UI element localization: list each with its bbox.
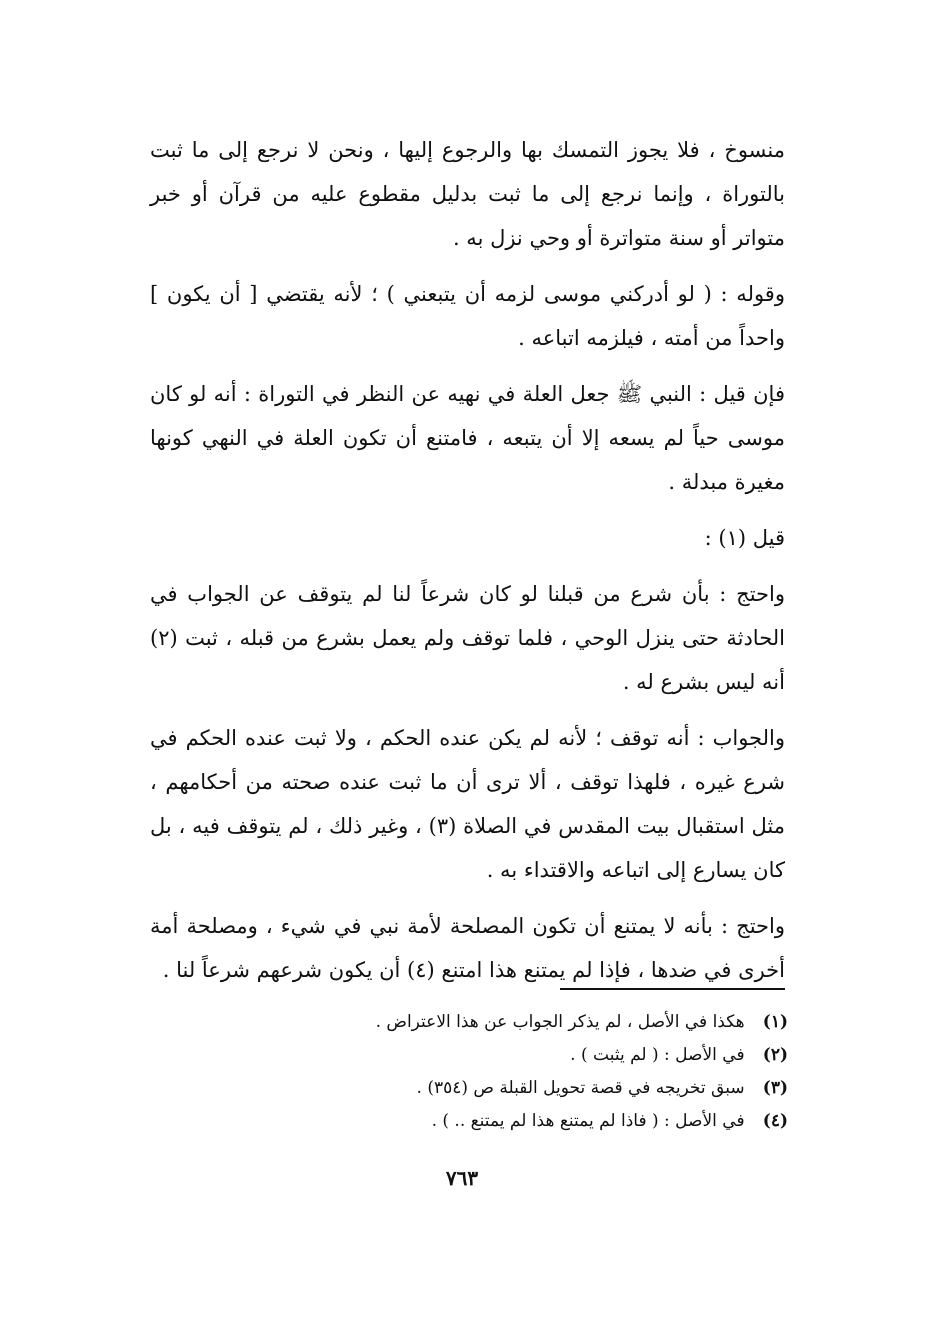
- paragraph-2: وقوله : ( لو أدركني موسى لزمه أن يتبعني ) ؛ لأنه يقتضي [ أن يكون ] واحداً من أمته ، فيلزمه اتباعه .: [150, 282, 785, 350]
- footnote-text: سبق تخريجه في قصة تحويل القبلة ص (٣٥٤) .: [416, 1078, 745, 1098]
- footnote-text: في الأصل : ( فاذا لم يمتنع هذا لم يمتنع .. ) .: [431, 1111, 745, 1131]
- footnote-divider: [560, 988, 785, 990]
- footnote-number: (١): [762, 1012, 788, 1032]
- footnote-4: [250, 1105, 788, 1138]
- footnote-text: في الأصل : ( لم يثبت ) .: [570, 1045, 745, 1065]
- paragraph-7: واحتج : بأنه لا يمتنع أن تكون المصلحة لأمة نبي في شيء ، ومصلحة أمة أخرى في ضدها ، فإذا لم يمتنع هذا امتنع (٤) أن يكون شرعهم شرعاً لنا .: [150, 914, 785, 982]
- footnote-number: (٤): [762, 1111, 788, 1131]
- paragraph-1: منسوخ ، فلا يجوز التمسك بها والرجوع إليها ، ونحن لا نرجع إلى ما ثبت بالتوراة ، وإنما نرجع إلى ما ثبت بدليل مقطوع عليه من قرآن أو خبر متواتر أو سنة متواترة أو وحي نزل به .: [150, 138, 785, 250]
- footnote-number: (٣): [762, 1078, 788, 1098]
- footnote-3: [250, 1072, 788, 1105]
- footnote-1: [250, 1006, 788, 1039]
- paragraph-3: فإن قيل : النبي ﷺ جعل العلة في نهيه عن النظر في التوراة : أنه لو كان موسى حياً لم يسعه إلا أن يتبعه ، فامتنع أن تكون العلة في النهي كونها مغيرة مبدلة .: [150, 382, 785, 494]
- footnote-text: هكذا في الأصل ، لم يذكر الجواب عن هذا الاعتراض .: [375, 1012, 745, 1032]
- paragraph-4: قيل (١) :: [704, 526, 785, 550]
- footnote-2: [250, 1039, 788, 1072]
- paragraph-5: واحتج : بأن شرع من قبلنا لو كان شرعاً لنا لم يتوقف عن الجواب في الحادثة حتى ينزل الوحي ، فلما توقف ولم يعمل بشرع من قبله ، ثبت (٢) أنه ليس بشرع له .: [150, 582, 785, 694]
- footnotes-list: [250, 1006, 788, 1138]
- page-number: ٧٦٣: [445, 1166, 479, 1190]
- paragraph-6: والجواب : أنه توقف ؛ لأنه لم يكن عنده الحكم ، ولا ثبت عنده الحكم في شرع غيره ، فلهذا توقف ، ألا ترى أن ما ثبت عنده صحته من أحكامهم ، مثل استقبال بيت المقدس في الصلاة (٣) ، وغير ذلك ، لم يتوقف فيه ، بل كان يسارع إلى اتباعه والاقتداء به .: [150, 726, 785, 882]
- main-text: [150, 128, 785, 1004]
- footnote-number: (٢): [762, 1045, 788, 1065]
